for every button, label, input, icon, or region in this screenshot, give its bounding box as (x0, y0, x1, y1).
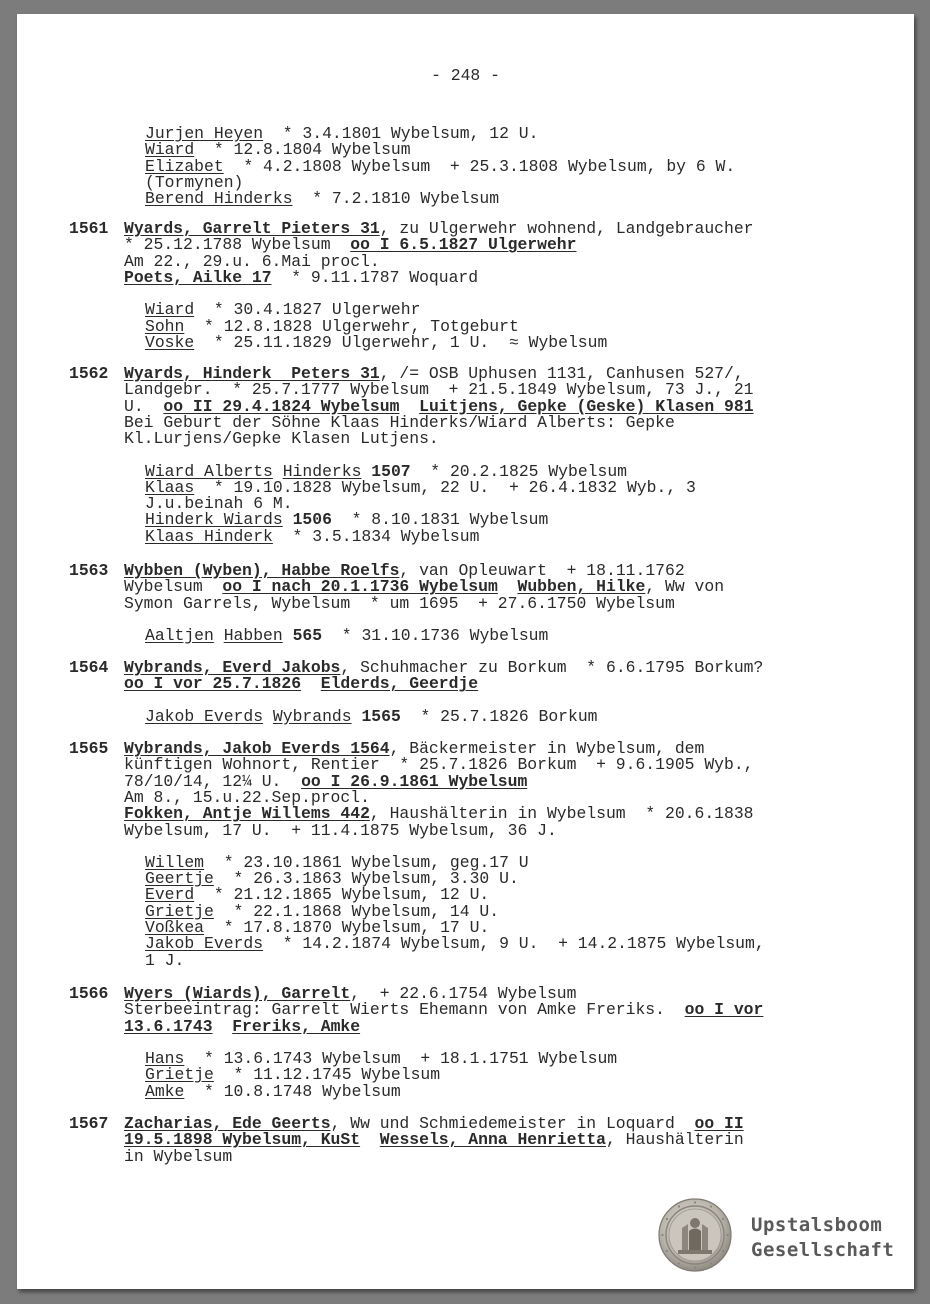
text-segment: , Schuhmacher zu Borkum * 6.6.1795 Borkum? (340, 658, 764, 677)
text-segment: * 30.4.1827 Ulgerwehr (194, 300, 421, 320)
text-line (145, 950, 185, 970)
text-segment: J.u.beinah 6 M. (145, 494, 293, 514)
text-segment: , Haushälterin in Wybelsum * 20.6.1838 (369, 804, 754, 824)
entry-number: 1564 (69, 658, 109, 677)
text-segment: * 9.11.1787 Woquard (271, 267, 479, 287)
name-or-event: Amke (145, 1081, 185, 1101)
text-segment: 78/10/14, 12¼ U. (124, 771, 302, 791)
text-segment: 1565 (361, 706, 401, 726)
name-or-event: Zacharias, Ede Geerts (124, 1114, 331, 1133)
text-segment: Landgebr. * 25.7.1777 Wybelsum + 21.5.1849 Wybelsum, 73 J., 21 (124, 380, 754, 400)
name-or-event: Geertje (145, 869, 214, 889)
text-segment: * 12.8.1828 Ulgerwehr, Totgeburt (184, 316, 519, 336)
text-segment (301, 674, 321, 693)
entry-number: 1566 (69, 984, 109, 1003)
text-segment (263, 707, 273, 726)
text-segment: in Wybelsum (124, 1146, 233, 1166)
name-or-event: Freriks, Amke (232, 1016, 361, 1036)
name-or-event: Elizabet (145, 156, 224, 176)
name-or-event: Jakob Everds (145, 934, 264, 954)
text-segment: Am 8., 15.u.22.Sep.procl. (124, 787, 370, 807)
text-segment: * 26.3.1863 Wybelsum, 3.30 U. (213, 869, 519, 889)
text-segment: , Haushälterin (606, 1130, 744, 1150)
text-segment: , zu Ulgerwehr wohnend, Landgebraucher (379, 219, 754, 238)
text-line (124, 676, 478, 692)
text-segment: Symon Garrels, Wybelsum * um 1695 + 27.6.1750 Wybelsum (124, 593, 675, 613)
entry-number: 1565 (69, 739, 109, 758)
text-segment: , van Opleuwart + 18.11.1762 (399, 561, 685, 580)
name-or-event: Habben (223, 625, 283, 645)
upstalsboom-seal-icon (658, 1198, 732, 1272)
text-segment (360, 1130, 380, 1149)
name-or-event: oo I vor 25.7.1826 (124, 674, 302, 694)
name-or-event: Voßkea (145, 918, 205, 937)
name-or-event: Aaltjen (145, 625, 214, 645)
name-or-event: Grietje (145, 1065, 214, 1085)
name-or-event: Klaas (145, 477, 195, 497)
name-or-event: Fokken, Antje Willems 442 (124, 804, 370, 824)
name-or-event: Wybrands, Jakob Everds 1564 (124, 739, 390, 758)
text-segment: * 22.1.1868 Wybelsum, 14 U. (213, 901, 500, 921)
text-line (124, 1146, 233, 1166)
text-line (124, 820, 557, 840)
name-or-event: Wiard Alberts (145, 461, 273, 481)
text-segment: * 17.8.1870 Wybelsum, 17 U. (204, 918, 490, 937)
name-or-event: Wiard (145, 140, 195, 160)
text-segment: Wybelsum, 17 U. + 11.4.1875 Wybelsum, 36 J. (124, 820, 557, 840)
name-or-event: 13.6.1743 (124, 1016, 213, 1036)
page-number: - 248 - (431, 66, 500, 85)
text-segment: * 7.2.1810 Wybelsum (292, 189, 500, 209)
name-or-event: oo II (694, 1114, 744, 1133)
text-segment: * 12.8.1804 Wybelsum (194, 140, 411, 160)
text-line (124, 431, 439, 447)
text-segment: * 23.10.1861 Wybelsum, geg.17 U (204, 852, 529, 872)
text-segment: U. (124, 396, 164, 416)
name-or-event: oo I 6.5.1827 Ulgerwehr (350, 235, 577, 255)
text-line (145, 191, 499, 207)
society-name (751, 1213, 894, 1263)
society-line-1: Upstalsboom (751, 1214, 883, 1236)
entry-number: 1561 (69, 219, 109, 238)
name-or-event: Wybben (Wyben), Habbe Roelfs (124, 561, 400, 580)
text-segment (283, 626, 293, 645)
text-segment: * 31.10.1736 Wybelsum (322, 625, 549, 645)
text-line (145, 332, 608, 352)
name-or-event: Wessels, Anna Henrietta (379, 1130, 606, 1150)
name-or-event: Sohn (145, 316, 185, 336)
text-segment: * 20.2.1825 Wybelsum (410, 461, 628, 481)
name-or-event: Willem (145, 852, 205, 872)
text-segment: * 14.2.1874 Wybelsum, 9 U. + 14.2.1875 Wybelsum, (263, 934, 765, 954)
society-line-2: Gesellschaft (751, 1239, 895, 1261)
text-segment: * 25.11.1829 Ulgerwehr, 1 U. ≈ Wybelsum (194, 332, 608, 352)
name-or-event: Jakob Everds (145, 706, 264, 726)
name-or-event: Luitjens, Gepke (Geske) Klasen 981 (419, 396, 754, 416)
text-segment: Kl.Lurjens/Gepke Klasen Lutjens. (124, 429, 439, 449)
text-segment: * 25.12.1788 Wybelsum (124, 235, 351, 255)
name-or-event: Hinderks (282, 461, 362, 481)
text-line (124, 593, 675, 613)
text-segment: (Tormynen) (145, 172, 244, 192)
text-segment: * 3.4.1801 Wybelsum, 12 U. (263, 124, 539, 143)
name-or-event: Wiard (145, 300, 195, 320)
text-segment: Bei Geburt der Söhne Klaas Hinderks/Wiard Alberts: Gepke (124, 412, 675, 432)
name-or-event: Wybrands (272, 706, 352, 726)
text-segment: , Bäckermeister in Wybelsum, dem (389, 739, 705, 758)
text-segment: * 25.7.1826 Borkum (400, 706, 598, 726)
document-page (17, 14, 914, 1289)
text-line (145, 625, 549, 645)
text-segment: künftigen Wohnort, Rentier * 25.7.1826 Borkum + 9.6.1905 Wyb., (124, 755, 754, 775)
text-line (124, 267, 479, 287)
name-or-event: Everd (145, 885, 195, 905)
name-or-event: Jurjen Heyen (145, 124, 264, 143)
text-segment: , Ww und Schmiedemeister in Loquard (330, 1114, 695, 1133)
text-segment: * 21.12.1865 Wybelsum, 12 U. (194, 885, 490, 905)
text-segment: , + 22.6.1754 Wybelsum (350, 984, 577, 1003)
name-or-event: oo I 26.9.1861 Wybelsum (301, 771, 528, 791)
name-or-event: Wubben, Hilke (517, 577, 646, 597)
text-segment: 1 J. (145, 950, 185, 970)
text-segment: * 19.10.1828 Wybelsum, 22 U. + 26.4.1832 Wyb., 3 (194, 477, 696, 497)
name-or-event: Poets, Ailke 17 (124, 267, 272, 287)
name-or-event: Elderds, Geerdje (320, 674, 479, 694)
name-or-event: oo II 29.4.1824 Wybelsum (163, 396, 400, 416)
name-or-event: Grietje (145, 901, 214, 921)
text-segment: * 11.12.1745 Wybelsum (213, 1065, 441, 1085)
name-or-event: Hans (145, 1048, 185, 1068)
name-or-event: Wyards, Hinderk Peters 31 (124, 364, 380, 383)
text-line (145, 526, 480, 546)
name-or-event: 19.5.1898 Wybelsum, KuSt (124, 1130, 361, 1150)
entry-number: 1562 (69, 364, 109, 383)
text-segment: , Ww von (645, 577, 725, 597)
text-segment: , /= OSB Uphusen 1131, Canhusen 527/, (379, 364, 744, 383)
text-segment (214, 626, 224, 645)
text-line (124, 1016, 361, 1036)
text-segment: * 13.6.1743 Wybelsum + 18.1.1751 Wybelsum (184, 1048, 618, 1068)
name-or-event: oo I vor (684, 1000, 764, 1020)
text-line (145, 706, 598, 726)
text-segment: Am 22., 29.u. 6.Mai procl. (124, 251, 380, 271)
name-or-event: oo I nach 20.1.1736 Wybelsum (222, 577, 498, 597)
name-or-event: Klaas Hinderk (145, 526, 273, 546)
text-line (145, 936, 765, 952)
text-segment (352, 707, 362, 726)
text-segment: 1507 (371, 461, 411, 481)
name-or-event: Berend Hinderks (145, 189, 293, 209)
name-or-event: Hinderk Wiards (145, 510, 283, 530)
name-or-event: Wyards, Garrelt Pieters 31 (124, 219, 380, 238)
text-segment (213, 1017, 233, 1036)
text-segment: Wybelsum (124, 577, 223, 597)
name-or-event: Wybrands, Everd Jakobs (124, 658, 341, 677)
text-segment: * 3.5.1834 Wybelsum (272, 526, 480, 546)
text-line (145, 1081, 401, 1101)
entry-number: 1563 (69, 561, 109, 580)
name-or-event: Wyers (Wiards), Garrelt (124, 984, 351, 1003)
name-or-event: Voske (145, 332, 195, 352)
entry-number: 1567 (69, 1114, 109, 1133)
text-segment: * 10.8.1748 Wybelsum (184, 1081, 401, 1101)
text-segment: * 8.10.1831 Wybelsum (331, 510, 549, 530)
text-segment: * 4.2.1808 Wybelsum + 25.3.1808 Wybelsum, by 6 W. (223, 156, 736, 176)
text-segment: 1506 (292, 510, 332, 530)
text-segment: 565 (292, 625, 323, 645)
text-segment: Sterbeeintrag: Garrelt Wierts Ehemann von Amke Freriks. (124, 1000, 685, 1020)
